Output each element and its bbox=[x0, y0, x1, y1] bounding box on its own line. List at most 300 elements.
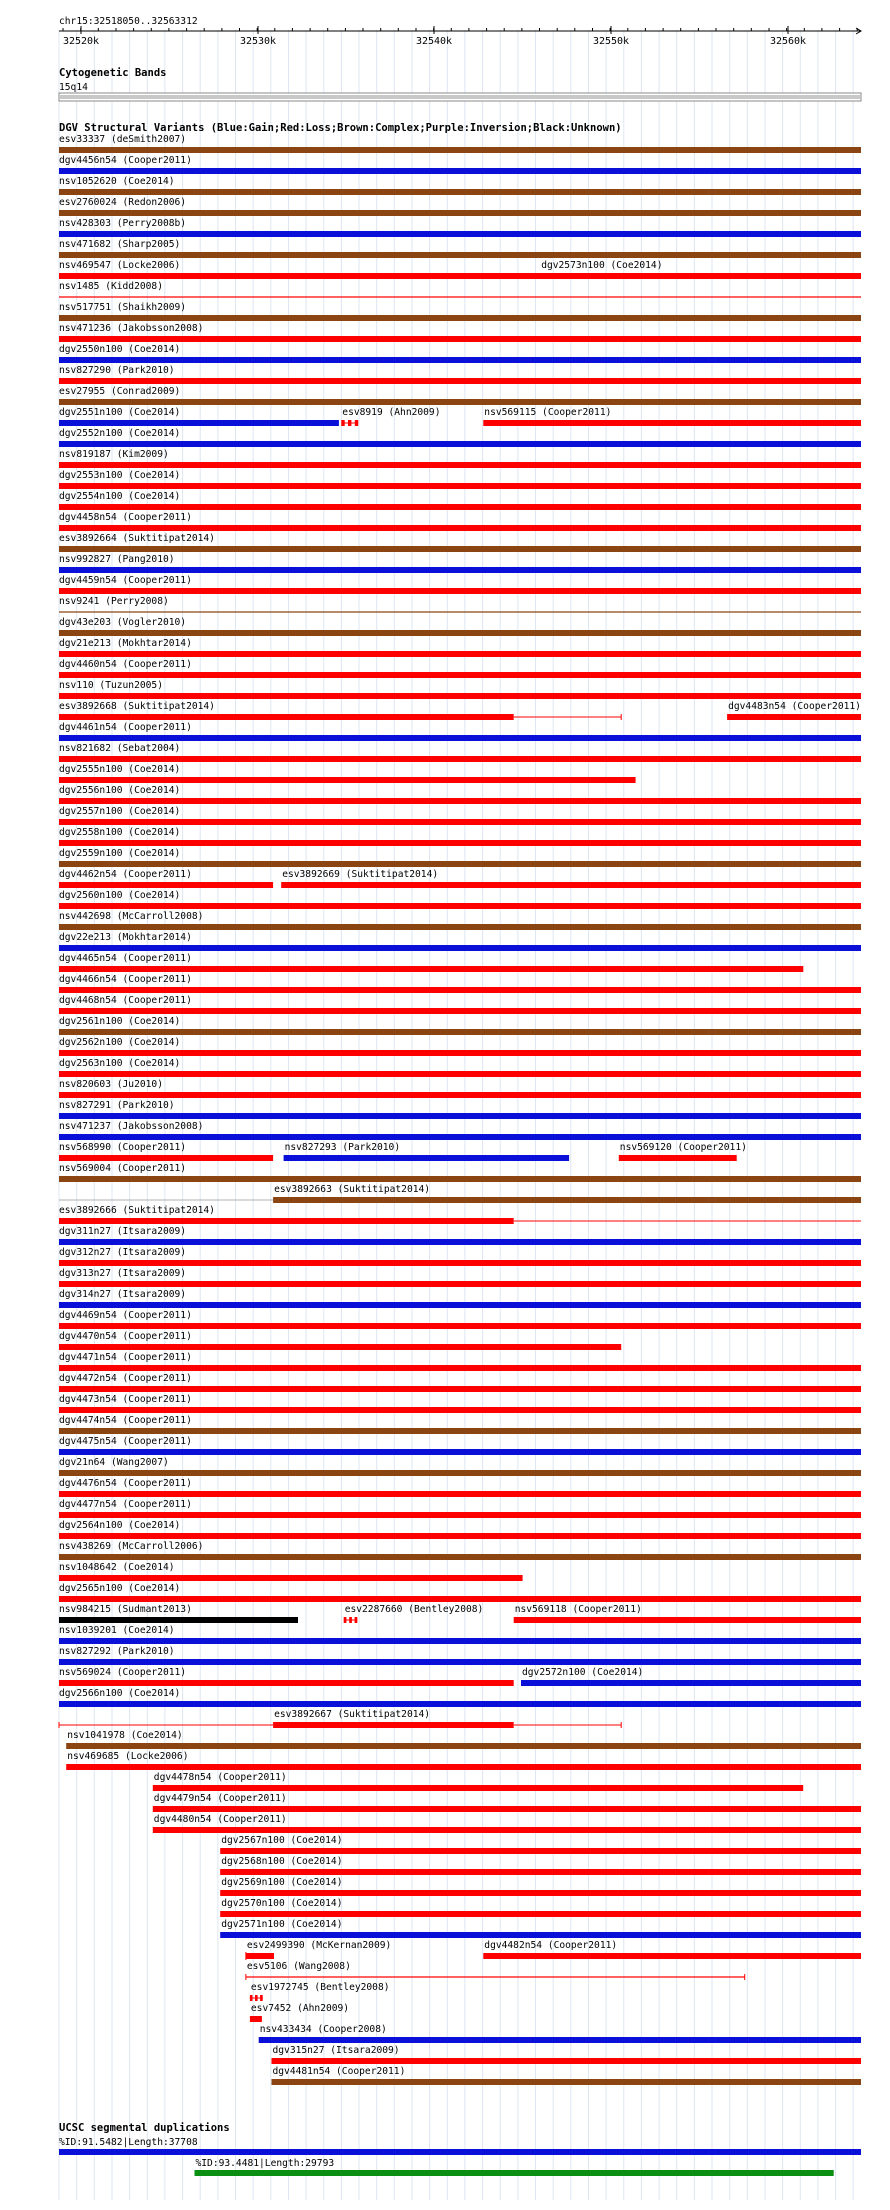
dgv-feature-label: dgv2564n100 (Coe2014) bbox=[59, 1520, 181, 1531]
dgv-feature-label: dgv2567n100 (Coe2014) bbox=[221, 1835, 343, 1846]
dgv-feature-label: dgv4481n54 (Cooper2011) bbox=[272, 2066, 406, 2077]
dgv-feature[interactable] bbox=[341, 407, 440, 426]
dgv-feature-label: nsv110 (Tuzun2005) bbox=[59, 680, 163, 691]
dgv-feature-label: nsv569004 (Cooper2011) bbox=[59, 1163, 187, 1174]
dgv-feature-label: esv3892668 (Suktitipat2014) bbox=[59, 701, 215, 712]
dgv-feature-label: dgv2552n100 (Coe2014) bbox=[59, 428, 181, 439]
dgv-feature-label: nsv827293 (Park2010) bbox=[284, 1142, 401, 1153]
dgv-feature-block bbox=[348, 420, 351, 426]
dgv-feature-bar bbox=[59, 903, 861, 909]
dgv-feature[interactable] bbox=[59, 449, 861, 468]
dgv-feature[interactable] bbox=[59, 470, 861, 489]
cytoband-track bbox=[59, 67, 861, 101]
dgv-feature-bar bbox=[153, 1785, 803, 1791]
dgv-feature[interactable] bbox=[59, 1310, 861, 1329]
dgv-feature-label: dgv4465n54 (Cooper2011) bbox=[59, 953, 192, 964]
dgv-feature-bar bbox=[59, 1050, 861, 1056]
dgv-feature-bar bbox=[66, 1764, 861, 1770]
dgv-feature[interactable] bbox=[59, 155, 861, 174]
dgv-feature-bar bbox=[59, 1512, 861, 1518]
dgv-feature-label: dgv4460n54 (Cooper2011) bbox=[59, 659, 192, 670]
dgv-feature[interactable] bbox=[59, 1646, 861, 1665]
dgv-feature-bar bbox=[59, 1680, 514, 1686]
dgv-feature[interactable] bbox=[59, 638, 861, 657]
dgv-feature-bar bbox=[220, 1911, 861, 1917]
dgv-feature[interactable] bbox=[59, 491, 861, 510]
dgv-feature[interactable] bbox=[59, 197, 861, 216]
dgv-feature-label: nsv820603 (Ju2010) bbox=[59, 1079, 163, 1090]
dgv-feature-label: nsv569115 (Cooper2011) bbox=[484, 407, 612, 418]
dgv-feature-label: esv8919 (Ahn2009) bbox=[342, 407, 441, 418]
dgv-feature[interactable] bbox=[59, 323, 861, 342]
dgv-feature-bar bbox=[272, 2058, 862, 2064]
dgv-feature-label: dgv315n27 (Itsara2009) bbox=[272, 2045, 400, 2056]
dgv-feature[interactable] bbox=[514, 1604, 861, 1623]
dgv-feature-label: nsv517751 (Shaikh2009) bbox=[59, 302, 187, 313]
ruler-range-label: chr15:32518050..32563312 bbox=[59, 16, 198, 27]
dgv-feature-bar bbox=[59, 777, 636, 783]
dgv-feature-bar bbox=[273, 1722, 514, 1728]
dgv-feature-label: esv7452 (Ahn2009) bbox=[250, 2003, 350, 2014]
dgv-feature-bar bbox=[514, 1617, 861, 1623]
dgv-feature-bar bbox=[59, 1218, 514, 1224]
dgv-feature-bar bbox=[59, 1365, 861, 1371]
ruler-tick-label: 32520k bbox=[62, 36, 100, 47]
dgv-feature[interactable] bbox=[59, 869, 273, 888]
dgv-feature[interactable] bbox=[59, 1079, 861, 1098]
segdup-feature[interactable] bbox=[195, 2158, 834, 2176]
dgv-feature-label: nsv984215 (Sudmant2013) bbox=[59, 1604, 192, 1615]
dgv-feature-bar bbox=[521, 1680, 861, 1686]
dgv-feature[interactable] bbox=[59, 1520, 861, 1539]
dgv-feature-bar bbox=[273, 1197, 861, 1203]
dgv-feature[interactable] bbox=[59, 932, 861, 951]
dgv-feature-bar bbox=[59, 210, 861, 216]
dgv-feature-bar bbox=[59, 693, 861, 699]
dgv-feature[interactable] bbox=[619, 1142, 747, 1161]
dgv-feature[interactable] bbox=[59, 575, 861, 594]
dgv-feature-label: dgv4462n54 (Cooper2011) bbox=[59, 869, 192, 880]
dgv-feature[interactable] bbox=[284, 1142, 569, 1161]
dgv-feature-bar bbox=[59, 966, 803, 972]
dgv-feature-bar bbox=[250, 2016, 262, 2022]
dgv-feature-label: dgv4482n54 (Cooper2011) bbox=[484, 1940, 618, 1951]
dgv-feature-label: dgv2570n100 (Coe2014) bbox=[221, 1898, 343, 1909]
dgv-feature-label: dgv2555n100 (Coe2014) bbox=[59, 764, 181, 775]
dgv-feature-bar bbox=[59, 504, 861, 510]
dgv-feature-label: dgv311n27 (Itsara2009) bbox=[59, 1226, 187, 1237]
dgv-feature-label: dgv4458n54 (Cooper2011) bbox=[59, 512, 192, 523]
dgv-feature-bar bbox=[59, 924, 861, 930]
dgv-feature[interactable] bbox=[344, 1604, 484, 1623]
dgv-feature-label: dgv2557n100 (Coe2014) bbox=[59, 806, 181, 817]
dgv-feature[interactable] bbox=[259, 2024, 861, 2043]
dgv-feature[interactable] bbox=[59, 1625, 861, 1644]
dgv-feature[interactable] bbox=[153, 1793, 861, 1812]
dgv-feature-bar bbox=[220, 1869, 861, 1875]
dgv-feature-block bbox=[250, 1995, 253, 2001]
dgv-feature-bar bbox=[59, 420, 339, 426]
dgv-feature-bar bbox=[59, 252, 861, 258]
dgv-feature-block bbox=[260, 1995, 263, 2001]
dgv-feature-label: esv3892669 (Suktitipat2014) bbox=[282, 869, 439, 880]
dgv-feature-bar bbox=[59, 630, 861, 636]
dgv-feature-bar bbox=[59, 819, 861, 825]
dgv-feature[interactable] bbox=[59, 806, 861, 825]
dgv-feature[interactable] bbox=[59, 1268, 861, 1287]
dgv-feature-bar bbox=[59, 462, 861, 468]
dgv-feature-bar bbox=[220, 1932, 861, 1938]
dgv-feature-bar bbox=[59, 1386, 861, 1392]
dgv-feature-bar bbox=[59, 882, 273, 888]
dgv-feature[interactable] bbox=[250, 2003, 349, 2022]
dgv-feature-bar bbox=[59, 1029, 861, 1035]
dgv-feature[interactable] bbox=[59, 1205, 861, 1224]
dgv-feature-bar bbox=[59, 189, 861, 195]
dgv-feature-bar bbox=[281, 882, 861, 888]
dgv-feature[interactable] bbox=[59, 827, 861, 846]
dgv-feature-bar bbox=[59, 1596, 861, 1602]
dgv-feature-block bbox=[341, 420, 344, 426]
dgv-feature-label: dgv4473n54 (Cooper2011) bbox=[59, 1394, 192, 1405]
dgv-feature-bar bbox=[483, 420, 861, 426]
dgv-feature-bar bbox=[59, 1134, 861, 1140]
dgv-feature-label: dgv4471n54 (Cooper2011) bbox=[59, 1352, 192, 1363]
dgv-feature-label: dgv4469n54 (Cooper2011) bbox=[59, 1310, 192, 1321]
dgv-feature-bar bbox=[246, 1953, 274, 1959]
dgv-feature-bar bbox=[59, 147, 861, 153]
dgv-feature-bar bbox=[59, 1113, 861, 1119]
dgv-feature-bar bbox=[153, 1806, 861, 1812]
dgv-feature-label: esv3892667 (Suktitipat2014) bbox=[274, 1709, 431, 1720]
ruler-tick-label: 32530k bbox=[239, 36, 277, 47]
dgv-feature-bar bbox=[59, 1701, 861, 1707]
dgv-feature-label: dgv2562n100 (Coe2014) bbox=[59, 1037, 181, 1048]
dgv-feature-label: esv2287660 (Bentley2008) bbox=[344, 1604, 484, 1615]
dgv-feature-bar bbox=[59, 399, 861, 405]
dgv-feature[interactable] bbox=[59, 1478, 861, 1497]
dgv-feature-bar bbox=[59, 840, 861, 846]
dgv-feature-label: esv3892663 (Suktitipat2014) bbox=[274, 1184, 431, 1195]
segdup-feature-label: %ID:91.5482|Length:37708 bbox=[59, 2137, 198, 2148]
dgv-feature-label: nsv1052620 (Coe2014) bbox=[59, 176, 175, 187]
dgv-feature-bar bbox=[59, 1302, 861, 1308]
dgv-feature-label: nsv568990 (Cooper2011) bbox=[59, 1142, 187, 1153]
dgv-feature[interactable] bbox=[246, 1961, 745, 1980]
dgv-feature-bar bbox=[59, 1239, 861, 1245]
dgv-feature[interactable] bbox=[59, 1289, 861, 1308]
dgv-feature-label: esv2499390 (McKernan2009) bbox=[246, 1940, 392, 1951]
dgv-feature[interactable] bbox=[59, 596, 861, 612]
dgv-feature-bar bbox=[59, 1071, 861, 1077]
dgv-feature[interactable] bbox=[59, 1562, 523, 1581]
dgv-feature-bar bbox=[153, 1827, 861, 1833]
dgv-feature-label: dgv313n27 (Itsara2009) bbox=[59, 1268, 187, 1279]
dgv-feature-label: nsv821682 (Sebat2004) bbox=[59, 743, 181, 754]
dgv-feature[interactable] bbox=[59, 1457, 861, 1476]
dgv-feature-label: dgv2573n100 (Coe2014) bbox=[541, 260, 663, 271]
dgv-feature[interactable] bbox=[59, 1394, 861, 1413]
dgv-feature[interactable] bbox=[59, 995, 861, 1014]
dgv-feature-bar bbox=[59, 1554, 861, 1560]
dgv-feature-label: dgv2554n100 (Coe2014) bbox=[59, 491, 181, 502]
dgv-feature-label: nsv827292 (Park2010) bbox=[59, 1646, 175, 1657]
dgv-feature[interactable] bbox=[59, 176, 861, 195]
dgv-feature[interactable] bbox=[59, 743, 861, 762]
dgv-feature-label: nsv1041978 (Coe2014) bbox=[67, 1730, 183, 1741]
ruler-tick-label: 32550k bbox=[592, 36, 630, 47]
dgv-feature-bar bbox=[59, 588, 861, 594]
dgv-feature[interactable] bbox=[59, 1037, 861, 1056]
dgv-feature[interactable] bbox=[59, 1583, 861, 1602]
dgv-feature-label: nsv471236 (Jakobsson2008) bbox=[59, 323, 204, 334]
dgv-feature[interactable] bbox=[59, 1100, 861, 1119]
dgv-feature-bar bbox=[59, 1092, 861, 1098]
dgv-feature[interactable] bbox=[59, 1541, 861, 1560]
dgv-feature-label: dgv4461n54 (Cooper2011) bbox=[59, 722, 192, 733]
dgv-feature-label: dgv2556n100 (Coe2014) bbox=[59, 785, 181, 796]
dgv-feature-bar bbox=[59, 1344, 621, 1350]
dgv-feature[interactable] bbox=[59, 281, 861, 297]
ruler-tick-label: 32540k bbox=[415, 36, 453, 47]
dgv-feature-label: dgv2563n100 (Coe2014) bbox=[59, 1058, 181, 1069]
dgv-feature-label: esv3892664 (Suktitipat2014) bbox=[59, 533, 215, 544]
dgv-feature[interactable] bbox=[59, 1688, 861, 1707]
dgv-feature[interactable] bbox=[540, 260, 861, 279]
dgv-feature-label: nsv438269 (McCarroll2006) bbox=[59, 1541, 204, 1552]
dgv-feature-label: dgv2572n100 (Coe2014) bbox=[522, 1667, 644, 1678]
dgv-feature[interactable] bbox=[59, 974, 861, 993]
dgv-feature[interactable] bbox=[59, 617, 861, 636]
dgv-feature-block bbox=[255, 1995, 258, 2001]
dgv-feature-bar bbox=[59, 1281, 861, 1287]
dgv-feature[interactable] bbox=[59, 302, 861, 321]
dgv-feature-bar bbox=[59, 756, 861, 762]
dgv-feature[interactable] bbox=[272, 2045, 862, 2064]
dgv-feature-label: dgv43e203 (Vogler2010) bbox=[59, 617, 187, 628]
dgv-feature-label: dgv4478n54 (Cooper2011) bbox=[153, 1772, 287, 1783]
dgv-feature-bar bbox=[540, 273, 861, 279]
dgv-feature-bar bbox=[59, 714, 514, 720]
dgv-feature-bar bbox=[59, 231, 861, 237]
dgv-feature[interactable] bbox=[272, 2066, 862, 2085]
dgv-feature-label: dgv2568n100 (Coe2014) bbox=[221, 1856, 343, 1867]
dgv-feature[interactable] bbox=[59, 1415, 861, 1434]
dgv-feature-label: nsv442698 (McCarroll2008) bbox=[59, 911, 204, 922]
dgv-feature[interactable] bbox=[59, 1667, 514, 1686]
dgv-feature-label: nsv9241 (Perry2008) bbox=[59, 596, 169, 607]
dgv-feature-label: nsv827290 (Park2010) bbox=[59, 365, 175, 376]
dgv-feature-bar bbox=[220, 1890, 861, 1896]
segdup-feature[interactable] bbox=[59, 2137, 861, 2155]
dgv-feature[interactable] bbox=[59, 1331, 621, 1350]
dgv-feature[interactable] bbox=[59, 1604, 298, 1623]
dgv-feature[interactable] bbox=[727, 701, 861, 720]
dgv-feature-label: dgv4477n54 (Cooper2011) bbox=[59, 1499, 192, 1510]
dgv-feature[interactable] bbox=[59, 533, 861, 552]
dgv-feature[interactable] bbox=[59, 1163, 861, 1182]
dgv-feature-bar bbox=[59, 1638, 861, 1644]
dgv-feature[interactable] bbox=[246, 1940, 391, 1960]
dgv-feature[interactable] bbox=[59, 890, 861, 909]
dgv-feature[interactable] bbox=[59, 239, 861, 258]
ruler bbox=[59, 16, 861, 47]
dgv-feature[interactable] bbox=[59, 764, 636, 783]
dgv-feature[interactable] bbox=[59, 659, 861, 678]
dgv-feature[interactable] bbox=[59, 701, 621, 720]
dgv-feature-label: nsv569120 (Cooper2011) bbox=[619, 1142, 747, 1153]
dgv-feature-label: esv33337 (deSmith2007) bbox=[59, 134, 187, 145]
dgv-feature[interactable] bbox=[59, 386, 861, 405]
segdup-track-title: UCSC segmental duplications bbox=[59, 2122, 230, 2134]
dgv-feature-label: esv2760024 (Redon2006) bbox=[59, 197, 187, 208]
dgv-feature[interactable] bbox=[59, 1016, 861, 1035]
dgv-feature[interactable] bbox=[59, 848, 861, 867]
dgv-feature-label: nsv471237 (Jakobsson2008) bbox=[59, 1121, 204, 1132]
dgv-feature[interactable] bbox=[59, 1352, 861, 1371]
dgv-feature-label: nsv469547 (Locke2006) bbox=[59, 260, 181, 271]
dgv-feature-bar bbox=[59, 735, 861, 741]
dgv-feature-bar bbox=[59, 1323, 861, 1329]
dgv-track-title: DGV Structural Variants (Blue:Gain;Red:Loss;Brown:Complex;Purple:Inversion;Black:Unknown) bbox=[59, 122, 622, 134]
dgv-feature[interactable] bbox=[59, 428, 861, 447]
dgv-feature-label: nsv1485 (Kidd2008) bbox=[59, 281, 163, 292]
dgv-feature-label: nsv819187 (Kim2009) bbox=[59, 449, 169, 460]
dgv-feature[interactable] bbox=[59, 407, 339, 426]
dgv-feature-bar bbox=[59, 651, 861, 657]
dgv-feature-label: dgv314n27 (Itsara2009) bbox=[59, 1289, 187, 1300]
dgv-feature-bar bbox=[59, 1407, 861, 1413]
dgv-feature[interactable] bbox=[59, 785, 861, 804]
dgv-feature-label: dgv2551n100 (Coe2014) bbox=[59, 407, 181, 418]
dgv-feature-label: nsv433434 (Cooper2008) bbox=[259, 2024, 387, 2035]
dgv-feature-bar bbox=[59, 798, 861, 804]
dgv-feature-label: dgv2558n100 (Coe2014) bbox=[59, 827, 181, 838]
dgv-feature-bar bbox=[272, 2079, 862, 2085]
dgv-feature-label: dgv4466n54 (Cooper2011) bbox=[59, 974, 192, 985]
dgv-feature[interactable] bbox=[59, 1709, 621, 1728]
dgv-feature[interactable] bbox=[59, 1247, 861, 1266]
dgv-feature[interactable] bbox=[59, 218, 861, 237]
dgv-feature[interactable] bbox=[59, 1499, 861, 1518]
dgv-feature-bar bbox=[59, 168, 861, 174]
dgv-feature[interactable] bbox=[66, 1751, 861, 1770]
dgv-feature-label: nsv471682 (Sharp2005) bbox=[59, 239, 181, 250]
dgv-feature-bar bbox=[59, 1617, 298, 1623]
dgv-feature-label: dgv312n27 (Itsara2009) bbox=[59, 1247, 187, 1258]
dgv-feature[interactable] bbox=[59, 911, 861, 930]
dgv-feature-bar bbox=[59, 1575, 523, 1581]
dgv-feature-label: nsv992827 (Pang2010) bbox=[59, 554, 175, 565]
dgv-feature[interactable] bbox=[59, 722, 861, 741]
dgv-feature[interactable] bbox=[483, 407, 861, 426]
dgv-feature-bar bbox=[59, 567, 861, 573]
dgv-feature-bar bbox=[59, 1449, 861, 1455]
dgv-feature-bar bbox=[59, 441, 861, 447]
dgv-feature[interactable] bbox=[59, 953, 803, 972]
cytoband-name: 15q14 bbox=[59, 82, 88, 93]
dgv-feature-bar bbox=[59, 861, 861, 867]
segdup-feature-bar bbox=[195, 2170, 834, 2176]
dgv-feature-label: dgv4483n54 (Cooper2011) bbox=[728, 701, 861, 712]
dgv-feature-label: dgv4456n54 (Cooper2011) bbox=[59, 155, 192, 166]
dgv-feature[interactable] bbox=[59, 1121, 861, 1140]
dgv-feature-bar bbox=[59, 672, 861, 678]
dgv-feature-bar bbox=[59, 357, 861, 363]
dgv-feature-label: nsv428303 (Perry2008b) bbox=[59, 218, 187, 229]
dgv-feature[interactable] bbox=[59, 365, 861, 384]
dgv-feature-bar bbox=[619, 1155, 737, 1161]
dgv-feature[interactable] bbox=[59, 1226, 861, 1245]
dgv-feature-block bbox=[349, 1617, 352, 1623]
dgv-feature-bar bbox=[59, 483, 861, 489]
dgv-feature-block bbox=[355, 1617, 358, 1623]
dgv-feature-label: dgv22e213 (Mokhtar2014) bbox=[59, 932, 192, 943]
dgv-feature-block bbox=[344, 1617, 347, 1623]
dgv-feature[interactable] bbox=[59, 1142, 273, 1161]
dgv-feature-label: nsv469685 (Locke2006) bbox=[67, 1751, 189, 1762]
dgv-feature-label: dgv2561n100 (Coe2014) bbox=[59, 1016, 181, 1027]
dgv-feature-bar bbox=[59, 525, 861, 531]
dgv-feature-label: dgv4476n54 (Cooper2011) bbox=[59, 1478, 192, 1489]
dgv-feature[interactable] bbox=[59, 134, 861, 153]
dgv-feature-bar bbox=[727, 714, 861, 720]
dgv-feature-label: dgv2569n100 (Coe2014) bbox=[221, 1877, 343, 1888]
dgv-feature-label: dgv4479n54 (Cooper2011) bbox=[153, 1793, 287, 1804]
segdup-feature-bar bbox=[59, 2149, 861, 2155]
dgv-feature-label: dgv2559n100 (Coe2014) bbox=[59, 848, 181, 859]
dgv-feature-bar bbox=[59, 378, 861, 384]
dgv-feature-bar bbox=[59, 1533, 861, 1539]
dgv-feature-bar bbox=[59, 945, 861, 951]
dgv-feature[interactable] bbox=[59, 680, 861, 699]
dgv-feature[interactable] bbox=[59, 1058, 861, 1077]
dgv-feature-label: dgv2560n100 (Coe2014) bbox=[59, 890, 181, 901]
dgv-feature-bar bbox=[59, 1008, 861, 1014]
dgv-feature[interactable] bbox=[59, 344, 861, 363]
cytoband-fill bbox=[60, 95, 860, 99]
dgv-feature[interactable] bbox=[153, 1814, 861, 1833]
dgv-feature[interactable] bbox=[59, 512, 861, 531]
dgv-feature[interactable] bbox=[59, 1436, 861, 1455]
dgv-feature-label: esv1972745 (Bentley2008) bbox=[250, 1982, 390, 1993]
dgv-feature-bar bbox=[59, 336, 861, 342]
dgv-feature[interactable] bbox=[153, 1772, 803, 1791]
dgv-feature[interactable] bbox=[59, 554, 861, 573]
dgv-feature-bar bbox=[220, 1848, 861, 1854]
dgv-feature-label: nsv1048642 (Coe2014) bbox=[59, 1562, 175, 1573]
dgv-feature[interactable] bbox=[59, 1184, 861, 1203]
dgv-feature-bar bbox=[59, 1176, 861, 1182]
dgv-feature[interactable] bbox=[59, 1373, 861, 1392]
dgv-feature-bar bbox=[59, 1659, 861, 1665]
dgv-feature-label: esv3892666 (Suktitipat2014) bbox=[59, 1205, 215, 1216]
dgv-feature-label: esv27955 (Conrad2009) bbox=[59, 386, 181, 397]
dgv-feature-bar bbox=[59, 546, 861, 552]
dgv-feature-label: dgv2571n100 (Coe2014) bbox=[221, 1919, 343, 1930]
dgv-feature-bar bbox=[59, 1470, 861, 1476]
dgv-feature[interactable] bbox=[483, 1940, 861, 1959]
dgv-feature-label: dgv21n64 (Wang2007) bbox=[59, 1457, 169, 1468]
dgv-feature-label: dgv2565n100 (Coe2014) bbox=[59, 1583, 181, 1594]
dgv-feature-label: dgv4459n54 (Cooper2011) bbox=[59, 575, 192, 586]
dgv-feature-label: dgv2566n100 (Coe2014) bbox=[59, 1688, 181, 1699]
dgv-feature-label: nsv569118 (Cooper2011) bbox=[514, 1604, 642, 1615]
dgv-feature[interactable] bbox=[66, 1730, 861, 1749]
dgv-feature-label: dgv2553n100 (Coe2014) bbox=[59, 470, 181, 481]
dgv-feature[interactable] bbox=[521, 1667, 861, 1686]
dgv-feature-label: dgv4468n54 (Cooper2011) bbox=[59, 995, 192, 1006]
